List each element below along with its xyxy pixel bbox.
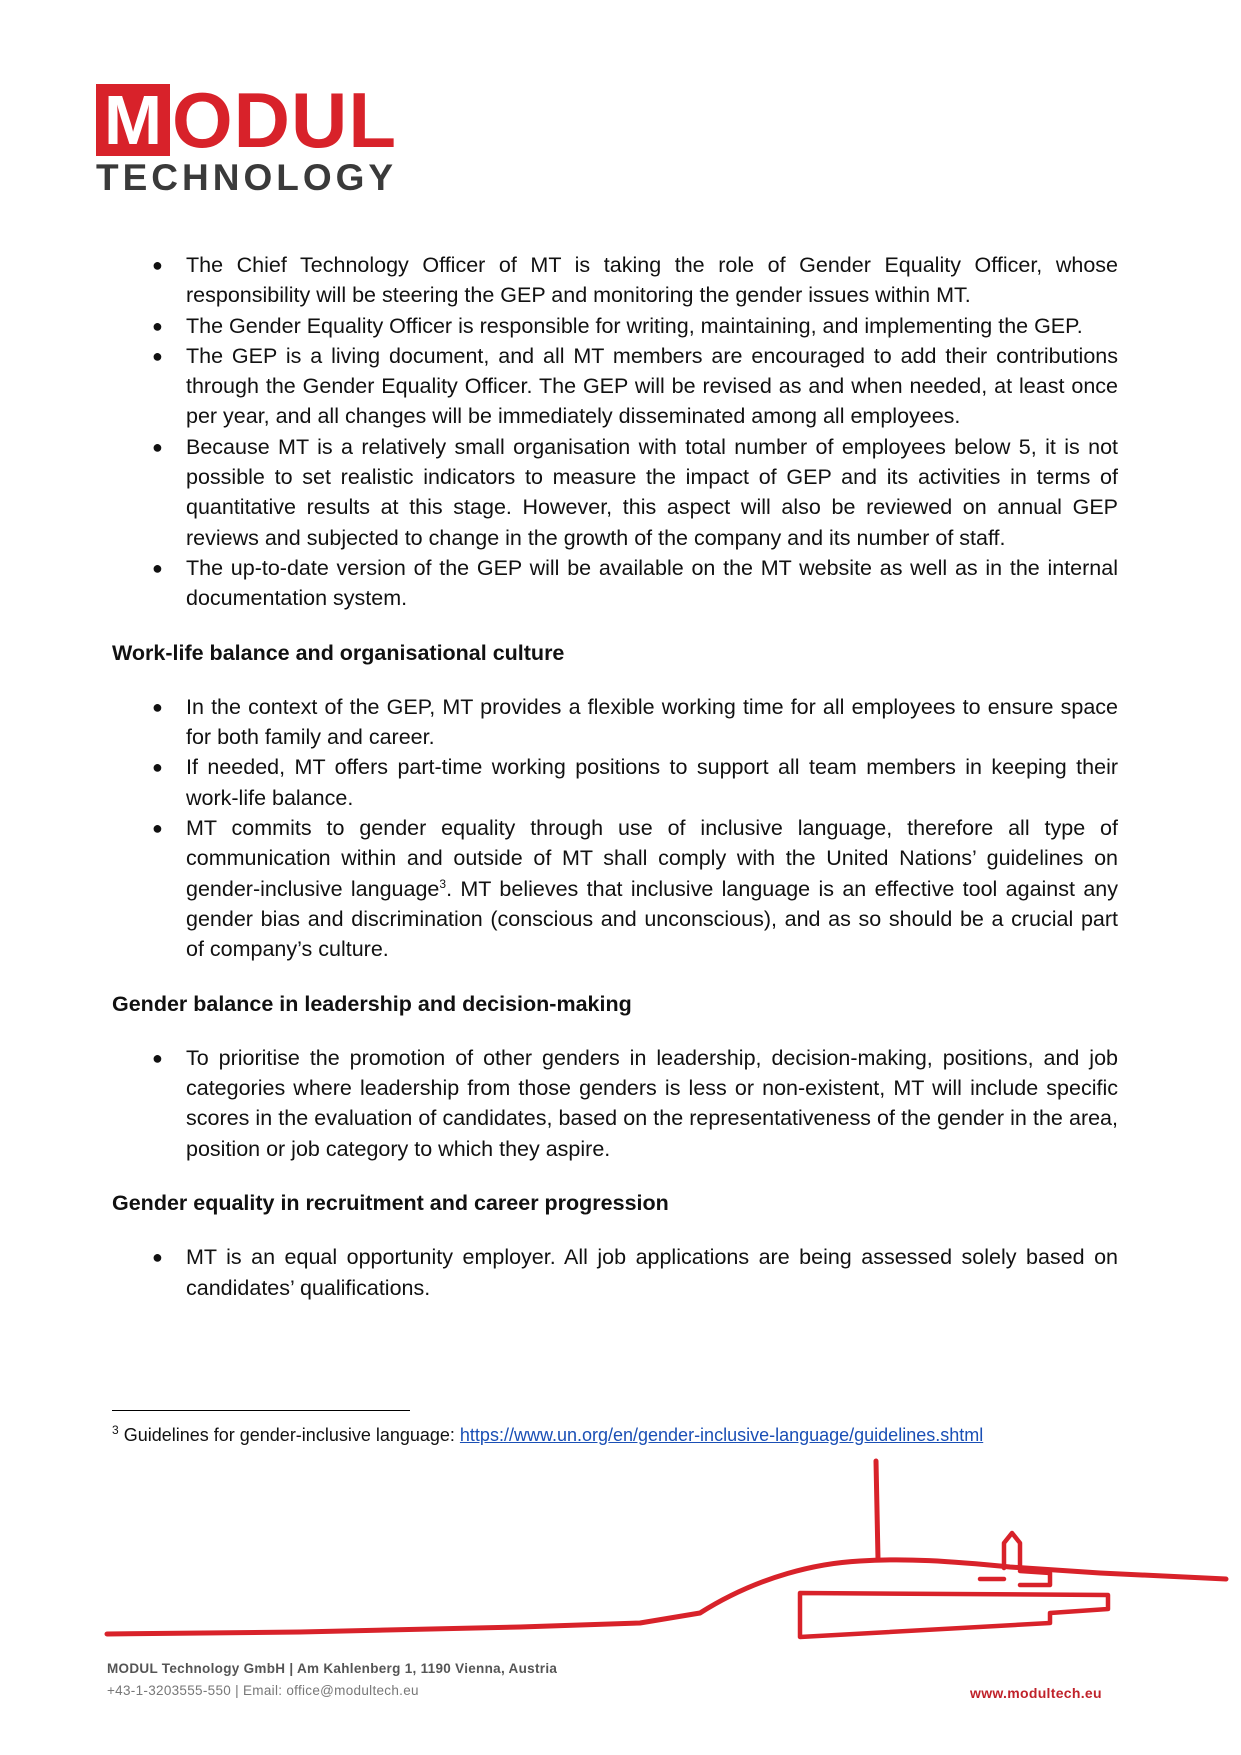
footer-website-link[interactable]: www.modultech.eu <box>970 1685 1102 1701</box>
footnote-divider <box>112 1410 410 1411</box>
list-item: ● The Gender Equality Officer is responsible for writing, maintaining, and implementing the GEP. <box>112 311 1118 341</box>
section-heading-leadership: Gender balance in leadership and decision-making <box>112 991 632 1016</box>
skyline-decoration <box>0 1455 1241 1655</box>
footnote-label: Guidelines for gender-inclusive language: <box>123 1425 460 1445</box>
bullet-icon: ● <box>152 1047 163 1068</box>
skyline-building <box>800 1533 1108 1637</box>
bullet-icon: ● <box>152 345 163 366</box>
list-item: ● MT is an equal opportunity employer. All job applications are being assessed solely based on candidates’ qualifications. <box>112 1242 1118 1303</box>
logo-m-block: M <box>96 84 170 156</box>
recruitment-bullet-list <box>112 1242 1118 1303</box>
list-item: ● The up-to-date version of the GEP will be available on the MT website as well as in the internal documentation system. <box>112 553 1118 614</box>
document-body <box>112 250 1118 1303</box>
footnote <box>112 1425 983 1446</box>
bullet-icon: ● <box>152 696 163 717</box>
bullet-icon: ● <box>152 1247 163 1268</box>
footer-company-address: MODUL Technology GmbH | Am Kahlenberg 1, 1190 Vienna, Austria <box>107 1661 558 1676</box>
bullet-icon: ● <box>152 436 163 457</box>
bullet-icon: ● <box>152 315 163 336</box>
skyline-tower <box>876 1461 878 1559</box>
leadership-bullet-list <box>112 1043 1118 1164</box>
bullet-icon: ● <box>152 818 163 839</box>
worklife-bullet-list <box>112 692 1118 965</box>
bullet-icon: ● <box>152 255 163 275</box>
logo-wordmark-rest: ODUL <box>172 76 397 164</box>
list-item: ● To prioritise the promotion of other genders in leadership, decision-making, positions, and job categories where leadership from those genders is less or non-existent, MT will include specific scores in the evaluation of candidates, based on the representativeness of the gender in the area, position or job category to which they aspire. <box>112 1043 1118 1164</box>
intro-bullet-list <box>112 250 1118 614</box>
list-item: ● The Chief Technology Officer of MT is taking the role of Gender Equality Officer, whose responsibility will be steering the GEP and monitoring the gender issues within MT. <box>112 250 1118 311</box>
bullet-icon: ● <box>152 757 163 778</box>
section-heading-recruitment: Gender equality in recruitment and career progression <box>112 1191 669 1216</box>
footer-contact: +43-1-3203555-550 | Email: office@modultech.eu <box>107 1683 419 1698</box>
list-item: ● If needed, MT offers part-time working positions to support all team members in keeping their work-life balance. <box>112 752 1118 813</box>
footnote-reference[interactable]: 3 <box>439 876 447 891</box>
bullet-icon: ● <box>152 557 163 578</box>
list-item: ● Because MT is a relatively small organisation with total number of employees below 5, it is not possible to set realistic indicators to measure the impact of GEP and its activities in terms of quantitative results at this stage. However, this aspect will also be reviewed on annual GEP reviews and subjected to change in the growth of the company and its number of staff. <box>112 432 1118 553</box>
list-item: ● MT commits to gender equality through use of inclusive language, therefore all type of communication within and outside of MT shall comply with the United Nations’ guidelines on gender-inclusive language$^3$. MT believes that inclusive language is an effective tool against any gender bias and discrimination (conscious and unconscious), and as so should be a crucial part of company’s culture. <box>112 813 1118 964</box>
footnote-number: 3 <box>112 1423 119 1437</box>
logo-subtitle: TECHNOLOGY <box>96 157 398 198</box>
company-logo <box>96 76 416 198</box>
list-item: ● The GEP is a living document, and all MT members are encouraged to add their contributions through the Gender Equality Officer. The GEP will be revised as and when needed, at least once per year, and all changes will be immediately disseminated among all employees. <box>112 341 1118 432</box>
footnote-link[interactable]: https://www.un.org/en/gender-inclusive-language/guidelines.shtml <box>459 1425 984 1445</box>
section-heading-worklife: Work-life balance and organisational culture <box>112 640 565 665</box>
logo-wordmark <box>96 76 416 164</box>
list-item: ● In the context of the GEP, MT provides a flexible working time for all employees to ensure space for both family and career. <box>112 692 1118 753</box>
